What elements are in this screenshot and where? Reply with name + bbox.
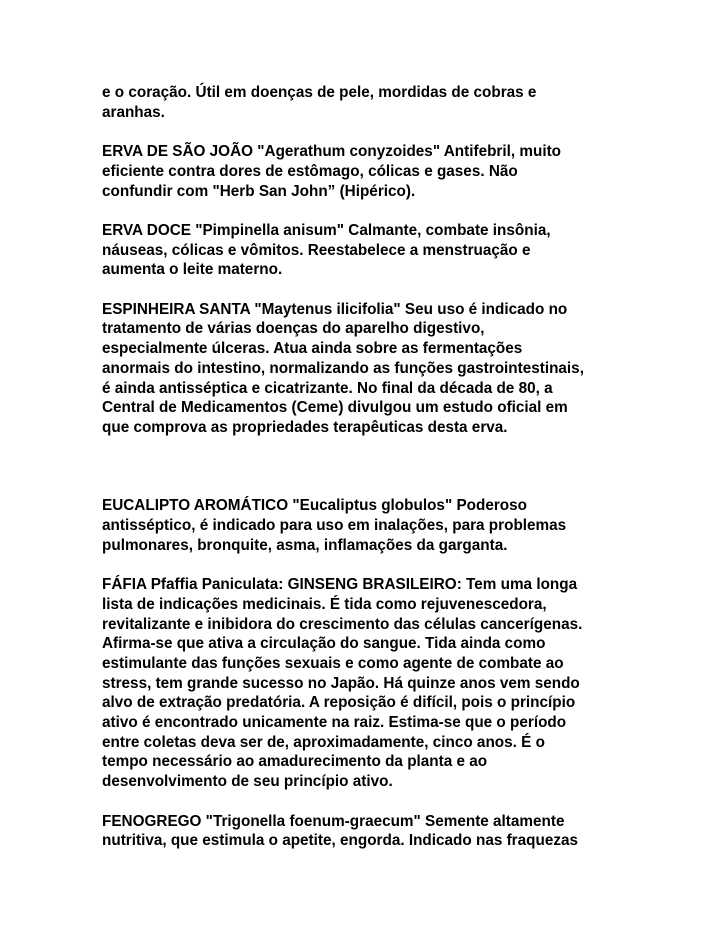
paragraph-espinheira-santa: ESPINHEIRA SANTA "Maytenus ilicifolia" Seu uso é indicado no tratamento de várias doenças do aparelho digestivo, especialmente úlceras. Atua ainda sobre as fermentações anormais do intestino, normalizando as funções gastrointestinais, é ainda antisséptica e cicatrizante. No final da década de 80, a Central de Medicamentos (Ceme) divulgou um estudo oficial em que comprova as propriedades terapêuticas desta erva. [102, 300, 584, 436]
document-page [102, 83, 632, 871]
paragraph-coracao: e o coração. Útil em doenças de pele, mordidas de cobras e aranhas. [102, 84, 537, 121]
paragraph-erva-de-sao-joao: ERVA DE SÃO JOÃO "Agerathum conyzoides" Antifebril, muito eficiente contra dores de estômago, cólicas e gases. Não confundir com "Herb San John” (Hipérico). [102, 143, 562, 200]
paragraph-eucalipto-aromatico: EUCALIPTO AROMÁTICO "Eucaliptus globulos" Poderoso antisséptico, é indicado para uso em inalações, para problemas pulmonares, bronquite, asma, inflamações da garganta. [102, 497, 567, 554]
paragraph-erva-doce: ERVA DOCE "Pimpinella anisum" Calmante, combate insônia, náuseas, cólicas e vômitos. Reestabelece a menstruação e aumenta o leite materno. [102, 221, 551, 279]
paragraph-fenogrego: FENOGREGO "Trigonella foenum-graecum" Semente altamente nutritiva, que estimula o apetite, engorda. Indicado nas fraquezas [102, 812, 579, 850]
blank-gap [102, 457, 632, 496]
paragraph-fafia: FÁFIA Pfaffia Paniculata: GINSENG BRASILEIRO: Tem uma longa lista de indicações medicinais. É tida como rejuvenescedora, revitalizante e inibidora do crescimento das células cancerígenas. Afirma-se que ativa a circulação do sangue. Tida ainda como estimulante das funções sexuais e como agente de combate ao stress, tem grande sucesso no Japão. Há quinze anos vem sendo alvo de extração predatória. A reposição é difícil, pois o princípio ativo é encontrado unicamente na raiz. Estima-se que o período entre coletas deva ser de, aproximadamente, cinco anos. É o tempo necessário ao amadurecimento da planta e ao desenvolvimento de seu princípio ativo. [102, 576, 583, 791]
